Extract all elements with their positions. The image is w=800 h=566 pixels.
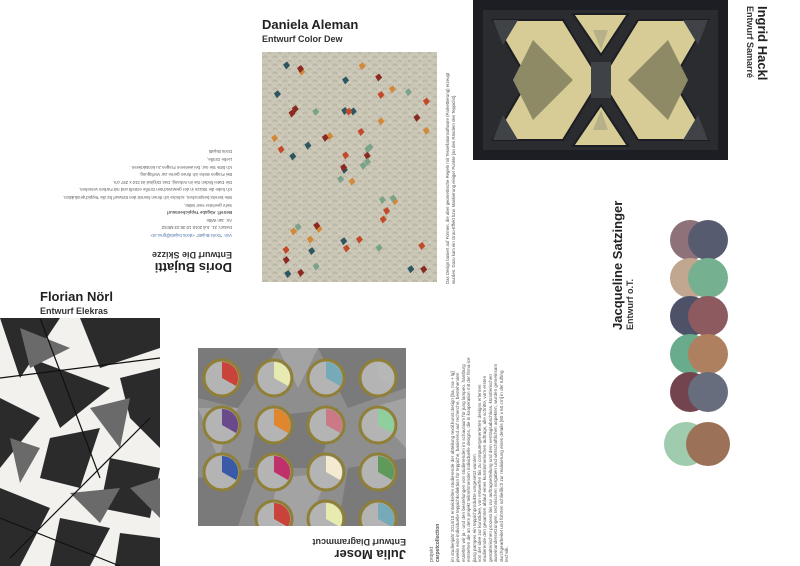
design-title-samarre: Entwurf Samarré [745,6,755,79]
designer-name-daniela: Daniela Aleman [262,17,359,32]
jacqueline-label [610,201,635,330]
design-title-die-skizze: Entwurf Die Skizze [151,250,232,260]
julia-label [290,534,406,562]
design-title-elekras: Entwurf Elekras [40,306,109,316]
designer-name-ingrid: Ingrid Hackl [755,6,770,81]
project-description: im studienjahr 2014/15 entwickelten studierende der abteilung textil.kunst.design [ba, ma + lg] jeweils eine individuelle teppichkollektion für teppiche, basierend auf recherche, bestehenden erzielten wir ja - und den bestellungen von studierenden im schauraum für jung lampeo. hamburg entstehen die an dem projekt teilnehmenden individuelle designs, die in kooperation mit der firma ice jiang pampes ein teppichprodukte umgesetzt wurden. von der idee zur kunstidee, von entwerfen bis zu computergenerierten designs erlernen studierende den gesamten ablauf eines kunstismerischen auftrags, alle schritte, vom ersten gestalterischen prozess bis zur auftragserteilung und dem vertragsabschluss. künstlerischen auseinandersetzungen, technischen vorgaben und wirtschaftlichen aspekten, wurden gemeinsam durchgearbeitet und führten schließlich zur realisierung eines details [60 x 60 cm] in der tufting technik. [450,357,510,562]
carpet-image-color-dew [262,52,437,282]
carpet-image-elekras [0,318,160,566]
daniela-description: Das Design basiert auf Formen, die aber geometrische Regeln mit Tessellationsoftware (Parkettierung) erzeugt wurden. Dazu kam ein Grau-Effekt bzw. Maskierung einiger Punkte [an den Rändern des Teppichs]. [445,72,456,284]
designer-name-jacqueline: Jacqueline Satzinger [610,200,625,330]
design-title-color-dew: Entwurf Color Dew [262,34,343,44]
design-title-diagrammcut: Entwurf Diagrammcut [312,537,406,547]
design-title-ot: Entwurf o.T. [625,279,635,330]
project-label: projekt [429,546,435,562]
designer-name-doris: Doris Bujatti [154,260,232,275]
designer-name-julia: Julia Moser [334,547,406,562]
carpet-image-diagrammcut [198,348,406,526]
project-label-block [430,524,441,562]
designer-name-florian: Florian Nörl [40,289,113,304]
ingrid-label [745,6,770,80]
carpet-image-circles [660,212,750,492]
doris-letter: Von: "Doris Bujatti" <doris.bujatti@gmx.at> Datum: 21. Juli 2015 10:36:33 MESZ An: Jan Witte Betreff: Abgabe Teppichentwurf Sehr geehrter Herr Witte, Wie bereits besprochen, schicke ich Ihnen hiermit den Entwurf für die Teppichproduktion. Ich habe die Skizze in der gewünschten Größe erstellt und mit Farben versehen. Die Datei finden Sie im Anhang. Das Original ist 210 x 297 cm. Bei Fragen stehe ich Ihnen gerne zur Verfügung. Ich bitte Sie nur, bei weiteren Fragen zu kontaktieren. Liebe Grüße, Doris Bujatti [62,149,232,238]
doris-block [30,50,232,275]
project-name: carpetcollection [434,523,441,562]
carpet-image-samarre [473,0,728,160]
